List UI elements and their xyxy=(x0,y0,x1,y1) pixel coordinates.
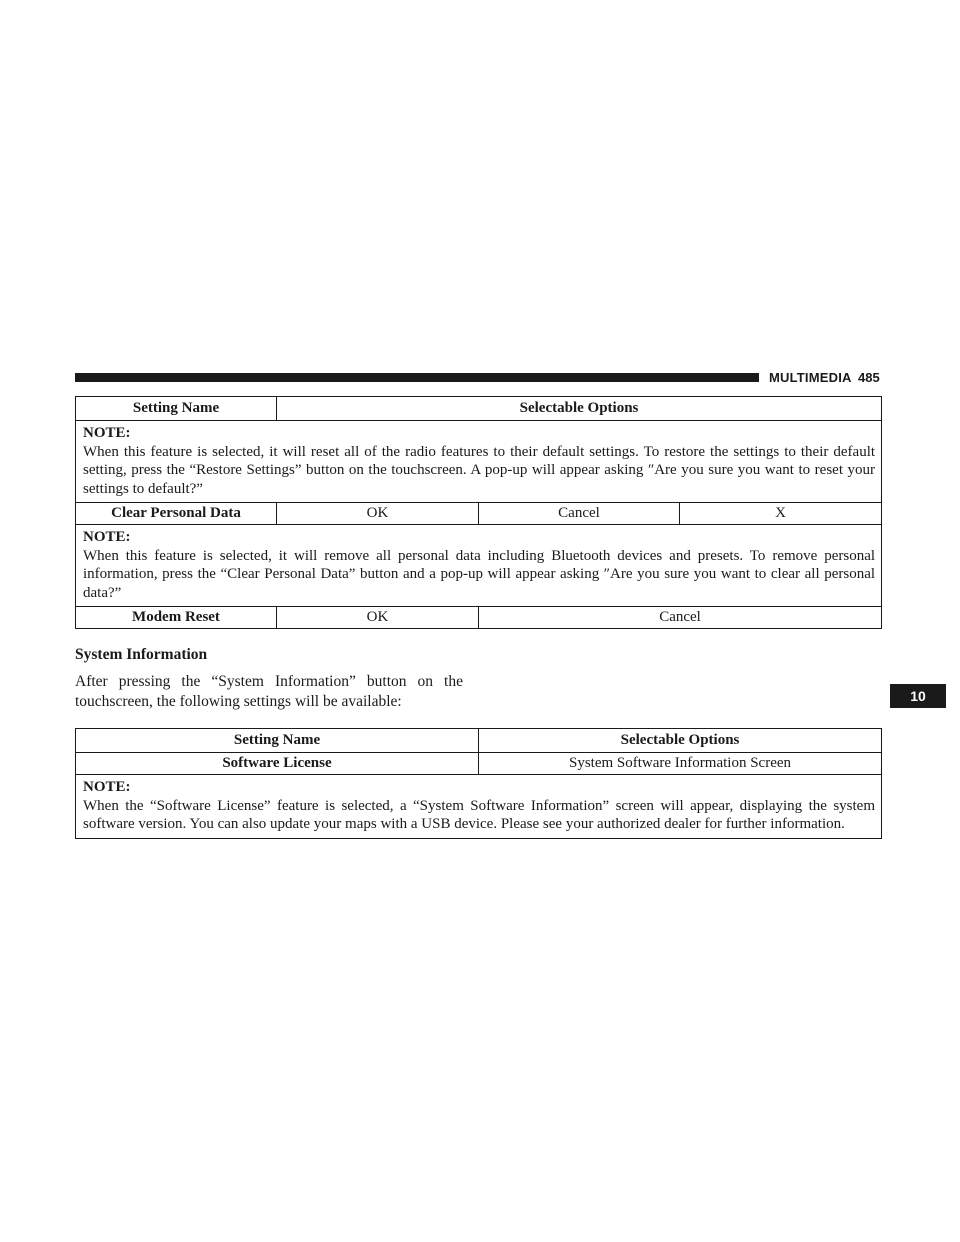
column-header-selectable-options: Selectable Options xyxy=(277,397,882,421)
option-cancel: Cancel xyxy=(479,503,680,525)
note-row xyxy=(76,775,882,839)
note-cell xyxy=(76,421,882,503)
option-ok: OK xyxy=(277,503,479,525)
option-x: X xyxy=(680,503,882,525)
column-header-setting-name: Setting Name xyxy=(76,729,479,753)
table-header-row xyxy=(76,729,882,753)
option-cancel: Cancel xyxy=(479,607,882,629)
setting-name-software-license: Software License xyxy=(76,753,479,775)
table-row-clear-personal-data xyxy=(76,503,882,525)
note-title: NOTE: xyxy=(83,425,131,441)
setting-name-clear-personal-data: Clear Personal Data xyxy=(76,503,277,525)
note-cell xyxy=(76,775,882,839)
column-header-setting-name: Setting Name xyxy=(76,397,277,421)
note-row xyxy=(76,421,882,503)
note-text: When the “Software License” feature is selected, a “System Software Information” screen will appear, displaying the system software version. You can also update your maps with a USB device. Please see your authorized dealer for further information. xyxy=(83,797,875,832)
table-header-row xyxy=(76,397,882,421)
setting-name-modem-reset: Modem Reset xyxy=(76,607,277,629)
column-header-selectable-options: Selectable Options xyxy=(479,729,882,753)
settings-table-reset xyxy=(75,396,882,629)
page-number: 485 xyxy=(858,370,880,385)
table-row-software-license xyxy=(76,753,882,775)
settings-table-system-info xyxy=(75,728,882,839)
note-cell xyxy=(76,525,882,607)
option-system-software-information-screen: System Software Information Screen xyxy=(479,753,882,775)
note-text: When this feature is selected, it will remove all personal data including Bluetooth devices and presets. To remove personal information, press the “Clear Personal Data” button and a pop-up will appear asking ″Are you sure you want to clear all personal data?” xyxy=(83,547,876,601)
option-ok: OK xyxy=(277,607,479,629)
chapter-tab: 10 xyxy=(890,684,946,708)
note-text: When this feature is selected, it will reset all of the radio features to their default settings. To restore the settings to their default setting, press the “Restore Settings” button on the touchscreen. A pop-up will appear asking ″Are you sure you want to reset your settings to default?” xyxy=(83,443,876,497)
table-row-modem-reset xyxy=(76,607,882,629)
header-section-title: MULTIMEDIA xyxy=(769,370,852,385)
header-rule xyxy=(75,373,759,382)
note-title: NOTE: xyxy=(83,529,131,545)
section-heading: System Information xyxy=(75,646,208,663)
note-title: NOTE: xyxy=(83,779,131,795)
note-row xyxy=(76,525,882,607)
section-paragraph: After pressing the “System Information” button on the touchscreen, the following settings will be available: xyxy=(75,673,463,710)
